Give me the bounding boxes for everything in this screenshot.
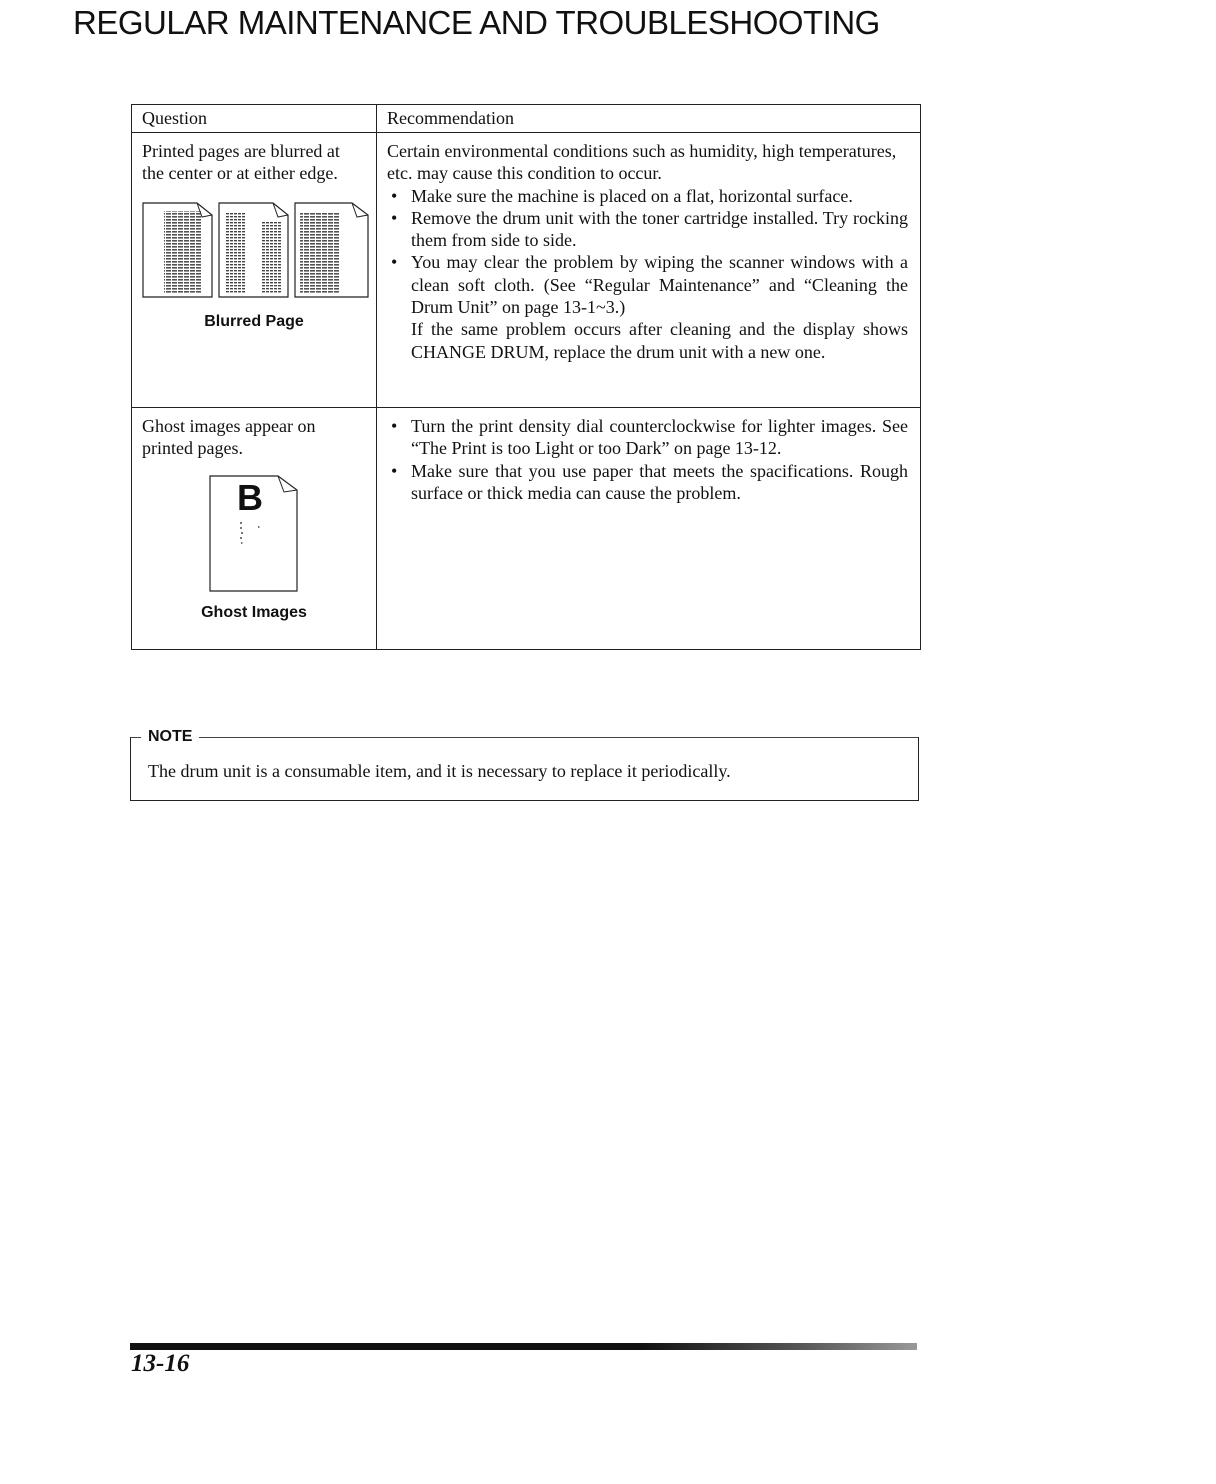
list-item bbox=[387, 251, 908, 362]
page-sheet-1 bbox=[143, 203, 212, 297]
recommendation-intro: Certain environmental conditions such as humidity, high temperatures, etc. may cause this condition to occur. bbox=[387, 141, 897, 184]
ghost-page-illustration bbox=[208, 474, 300, 594]
question-cell bbox=[132, 408, 377, 650]
footer-rule bbox=[130, 1343, 917, 1350]
table-row bbox=[132, 408, 921, 650]
recommendation-list bbox=[387, 185, 908, 363]
blurred-page-figure bbox=[142, 201, 366, 333]
column-header-recommendation: Recommendation bbox=[377, 105, 921, 133]
blurred-pages-illustration bbox=[142, 201, 370, 301]
question-cell bbox=[132, 133, 377, 408]
recommendation-cell bbox=[377, 408, 921, 650]
ghost-letter: B bbox=[237, 476, 263, 518]
question-text: Printed pages are blurred at the center or at either edge. bbox=[142, 141, 340, 184]
note-label: NOTE bbox=[141, 727, 199, 747]
page-title: REGULAR MAINTENANCE AND TROUBLESHOOTING bbox=[73, 4, 880, 41]
ghost-image-figure bbox=[142, 474, 366, 624]
figure-caption: Blurred Page bbox=[204, 312, 304, 330]
note-text: The drum unit is a consumable item, and it is necessary to replace it periodically. bbox=[148, 761, 731, 781]
list-item: • Make sure that you use paper that meets the spacifications. Rough surface or thick media can cause the problem. bbox=[387, 460, 908, 505]
question-text: Ghost images appear on printed pages. bbox=[142, 416, 316, 459]
list-item-extra: If the same problem occurs after cleaning and the display shows CHANGE DRUM, replace the drum unit with a new one. bbox=[411, 319, 908, 362]
list-item: • Turn the print density dial counterclockwise for lighter images. See “The Print is too Light or too Dark” on page 13-12. bbox=[387, 415, 908, 460]
page-sheet-3 bbox=[295, 203, 368, 297]
list-item: • Remove the drum unit with the toner cartridge installed. Try rocking them from side to side. bbox=[387, 207, 908, 252]
figure-caption: Ghost Images bbox=[201, 603, 307, 621]
list-item-text: You may clear the problem by wiping the scanner windows with a clean soft cloth. (See “Regular Maintenance” and “Cleaning the Drum Unit” on page 13-1~3.) bbox=[411, 252, 908, 318]
list-item: • Make sure the machine is placed on a flat, horizontal surface. bbox=[387, 185, 908, 207]
page-sheet-2 bbox=[219, 203, 288, 297]
troubleshooting-table bbox=[131, 104, 921, 650]
table-row bbox=[132, 133, 921, 408]
column-header-question: Question bbox=[132, 105, 377, 133]
note-box bbox=[130, 728, 919, 801]
recommendation-cell bbox=[377, 133, 921, 408]
note-divider bbox=[131, 737, 918, 738]
table-header-row bbox=[132, 105, 921, 133]
page-number: 13-16 bbox=[131, 1350, 190, 1377]
recommendation-list bbox=[387, 415, 908, 504]
